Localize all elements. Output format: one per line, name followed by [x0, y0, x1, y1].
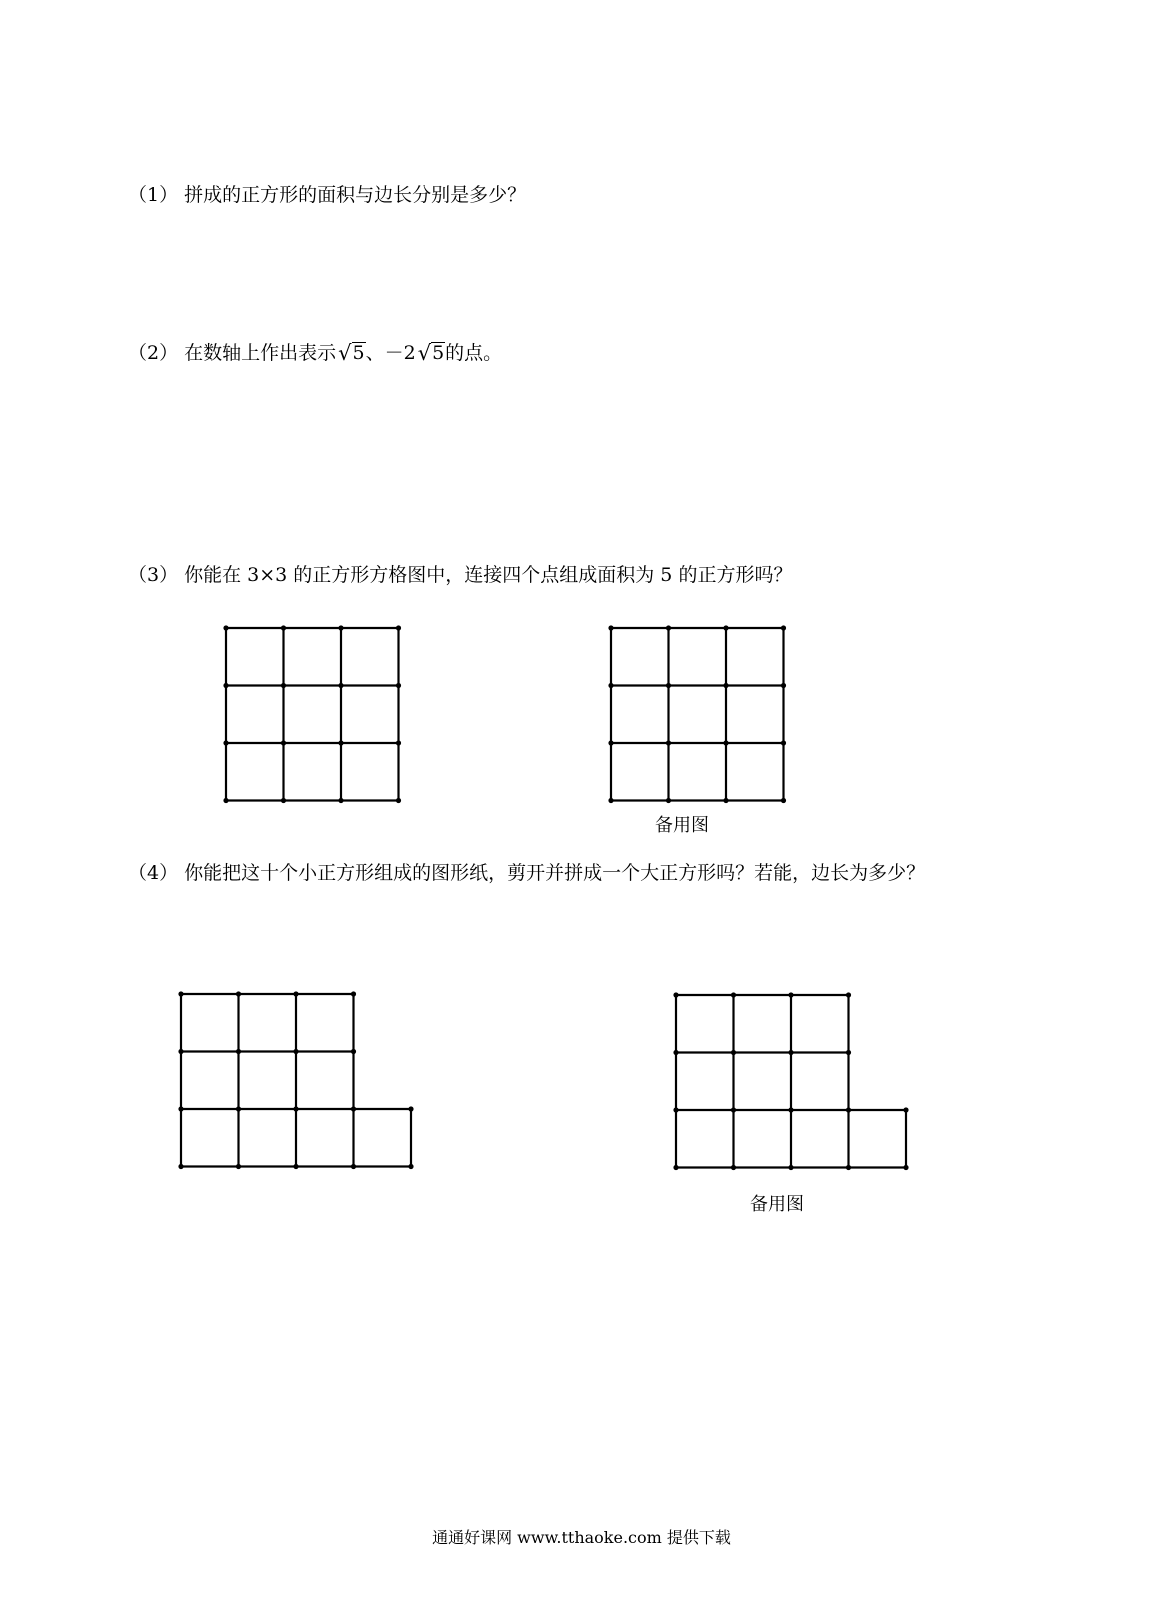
radical-sign-icon: √ — [338, 341, 352, 365]
lattice-point — [236, 1164, 241, 1169]
radical-sign-icon: √ — [417, 341, 432, 365]
lattice-point — [351, 991, 356, 996]
lattice-point — [608, 798, 613, 803]
lattice-point — [673, 992, 678, 997]
question-2 — [128, 340, 502, 365]
ten-square-figure — [175, 988, 425, 1178]
lattice-point — [788, 1050, 793, 1055]
lattice-point — [788, 1165, 793, 1170]
question-2-number: （2） — [128, 342, 179, 364]
question-2-text-before: 在数轴上作出表示 — [184, 342, 337, 364]
lattice-point — [396, 798, 401, 803]
lattice-point — [236, 1106, 241, 1111]
lattice-point — [846, 1050, 851, 1055]
lattice-point — [788, 1107, 793, 1112]
lattice-point — [666, 683, 671, 688]
lattice-point — [608, 683, 613, 688]
lattice-point — [396, 683, 401, 688]
lattice-point — [846, 1165, 851, 1170]
question-2-text-after: 的点。 — [445, 342, 503, 364]
lattice-point — [178, 1164, 183, 1169]
lattice-point — [236, 991, 241, 996]
question-1-number: （1） — [128, 184, 179, 206]
footer-source: 通通好课网 www.tthaoke.com 提供下载 — [432, 1528, 731, 1547]
question-4-text: 你能把这十个小正方形组成的图形纸，剪开并拼成一个大正方形吗？若能，边长为多少？ — [184, 862, 926, 884]
question-3 — [128, 563, 792, 587]
lattice-point — [731, 992, 736, 997]
backup-figure-caption-2: 备用图 — [750, 1194, 804, 1215]
lattice-point — [903, 1165, 908, 1170]
lattice-point — [408, 1164, 413, 1169]
lattice-point — [236, 1049, 241, 1054]
question-4-number: （4） — [128, 862, 179, 884]
lattice-point — [293, 1106, 298, 1111]
lattice-point — [781, 798, 786, 803]
question-1-text: 拼成的正方形的面积与边长分别是多少？ — [184, 184, 527, 206]
lattice-point — [723, 625, 728, 630]
radicand: 5 — [352, 342, 365, 364]
lattice-point — [338, 683, 343, 688]
question-1 — [128, 183, 526, 207]
lattice-point — [178, 1106, 183, 1111]
lattice-point — [351, 1106, 356, 1111]
lattice-point — [281, 798, 286, 803]
lattice-point — [781, 625, 786, 630]
ten-square-backup-figure — [670, 989, 920, 1179]
lattice-point — [781, 683, 786, 688]
lattice-point — [846, 992, 851, 997]
lattice-point — [731, 1165, 736, 1170]
lattice-point — [396, 625, 401, 630]
lattice-point — [351, 1164, 356, 1169]
sqrt-5-expression-2 — [418, 340, 445, 365]
backup-figure-caption-1: 备用图 — [655, 815, 709, 836]
lattice-point — [223, 683, 228, 688]
lattice-point — [666, 740, 671, 745]
lattice-point — [788, 992, 793, 997]
lattice-point — [396, 740, 401, 745]
lattice-point — [723, 683, 728, 688]
lattice-point — [723, 740, 728, 745]
lattice-point — [281, 625, 286, 630]
lattice-point — [178, 991, 183, 996]
lattice-point — [338, 740, 343, 745]
lattice-point — [781, 740, 786, 745]
question-2-separator: 、－2 — [365, 342, 416, 364]
lattice-point — [846, 1107, 851, 1112]
lattice-point — [408, 1106, 413, 1111]
lattice-point — [608, 740, 613, 745]
radicand: 5 — [432, 342, 445, 364]
lattice-point — [293, 1049, 298, 1054]
grid-3x3-figure — [220, 622, 410, 812]
lattice-point — [223, 798, 228, 803]
lattice-point — [903, 1107, 908, 1112]
lattice-point — [281, 740, 286, 745]
question-3-number: （3） — [128, 564, 179, 586]
question-3-text: 你能在 3×3 的正方形方格图中，连接四个点组成面积为 5 的正方形吗？ — [184, 564, 793, 586]
lattice-point — [223, 740, 228, 745]
lattice-point — [673, 1165, 678, 1170]
lattice-point — [666, 798, 671, 803]
sqrt-5-expression — [338, 340, 365, 365]
lattice-point — [731, 1050, 736, 1055]
lattice-point — [351, 1049, 356, 1054]
lattice-point — [338, 798, 343, 803]
lattice-point — [608, 625, 613, 630]
lattice-point — [673, 1050, 678, 1055]
lattice-point — [293, 1164, 298, 1169]
lattice-point — [666, 625, 671, 630]
lattice-point — [723, 798, 728, 803]
lattice-point — [731, 1107, 736, 1112]
lattice-point — [673, 1107, 678, 1112]
grid-3x3-backup-figure — [605, 622, 795, 812]
lattice-point — [178, 1049, 183, 1054]
question-4 — [128, 861, 925, 885]
lattice-point — [281, 683, 286, 688]
lattice-point — [293, 991, 298, 996]
lattice-point — [338, 625, 343, 630]
lattice-point — [223, 625, 228, 630]
